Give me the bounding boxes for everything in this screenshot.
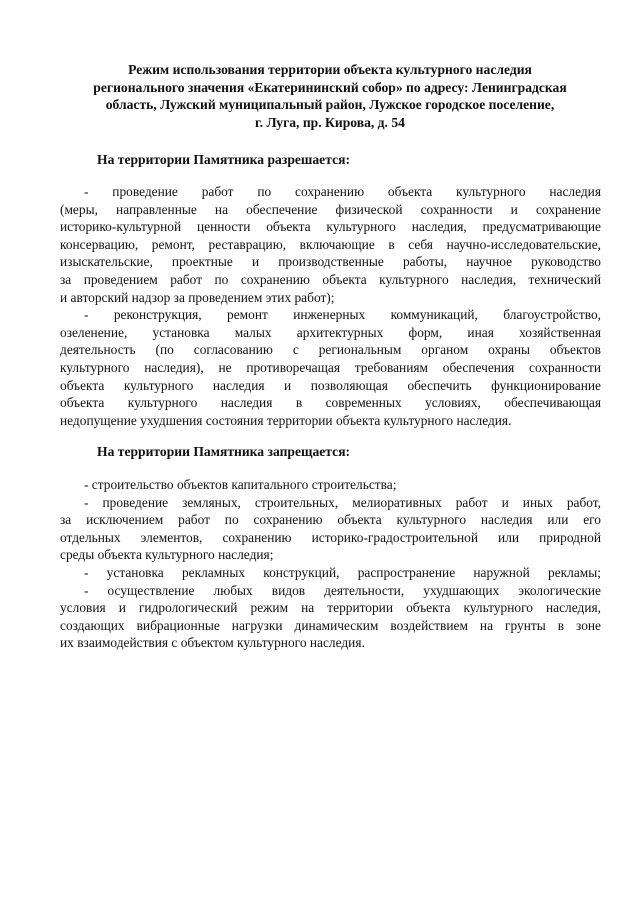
prohibited-section <box>60 476 601 652</box>
text-line: консервацию, ремонт, реставрацию, включающие в себя научно-исследовательские, <box>60 236 601 252</box>
text-line: за проведением работ по сохранению объекта культурного наследия, технический <box>60 271 601 287</box>
title-line: г. Луга, пр. Кирова, д. 54 <box>255 114 405 130</box>
allowed-section <box>60 183 601 429</box>
text-line: объекта культурного наследия и позволяющая обеспечить функционирование <box>60 377 601 393</box>
text-line: историко-культурной ценности объекта культурного наследия, предусматривающие <box>60 219 601 235</box>
text-line: объекта культурного наследия в современных условиях, обеспечивающая <box>60 395 601 411</box>
text-line: - осуществление любых видов деятельности, ухудшающих экологические <box>84 582 601 598</box>
text-line: культурного наследия), не противоречащая требованиям обеспечения сохранности <box>60 359 601 375</box>
text-line: и авторский надзор за проведением этих работ); <box>60 289 335 305</box>
text-line: деятельность (по согласованию с региональным органом охраны объектов <box>60 342 601 358</box>
text-line: изыскательские, проектные и производственные работы, научное руководство <box>60 254 601 270</box>
text-line: - установка рекламных конструкций, распространение наружной рекламы; <box>84 564 601 580</box>
text-line: недопущение ухудшения состояния территории объекта культурного наследия. <box>60 412 512 428</box>
allowed-heading: На территории Памятника разрешается: <box>97 152 350 167</box>
text-line: - проведение земляных, строительных, мелиоративных работ и иных работ, <box>84 494 601 510</box>
prohibited-heading: На территории Памятника запрещается: <box>97 444 351 459</box>
title-line: Режим использования территории объекта культурного наследия <box>128 62 532 77</box>
text-line: условия и гидрологический режим на территории объекта культурного наследия, <box>60 600 601 616</box>
text-line: (меры, направленные на обеспечение физической сохранности и сохранение <box>60 201 601 217</box>
text-line: среды объекта культурного наследия; <box>60 547 274 563</box>
title-line: область, Лужский муниципальный район, Лужское городское поселение, <box>105 97 555 112</box>
text-line: за исключением работ по сохранению объекта культурного наследия или его <box>60 512 601 528</box>
text-line: отдельных элементов, сохранению историко-градостроительной или природной <box>60 529 601 545</box>
title-line: регионального значения «Екатерининский собор» по адресу: Ленинградская <box>93 79 567 95</box>
document-title <box>60 61 600 131</box>
text-line: озеленение, установка малых архитектурных форм, иная хозяйственная <box>60 324 601 340</box>
text-line: создающих вибрационные нагрузки динамическим воздействием на грунты в зоне <box>60 617 601 633</box>
text-line: - строительство объектов капитального строительства; <box>84 477 397 492</box>
text-line: - реконструкция, ремонт инженерных коммуникаций, благоустройство, <box>84 307 601 323</box>
text-line: - проведение работ по сохранению объекта культурного наследия <box>84 184 601 199</box>
text-line: их взаимодействия с объектом культурного наследия. <box>60 635 365 651</box>
